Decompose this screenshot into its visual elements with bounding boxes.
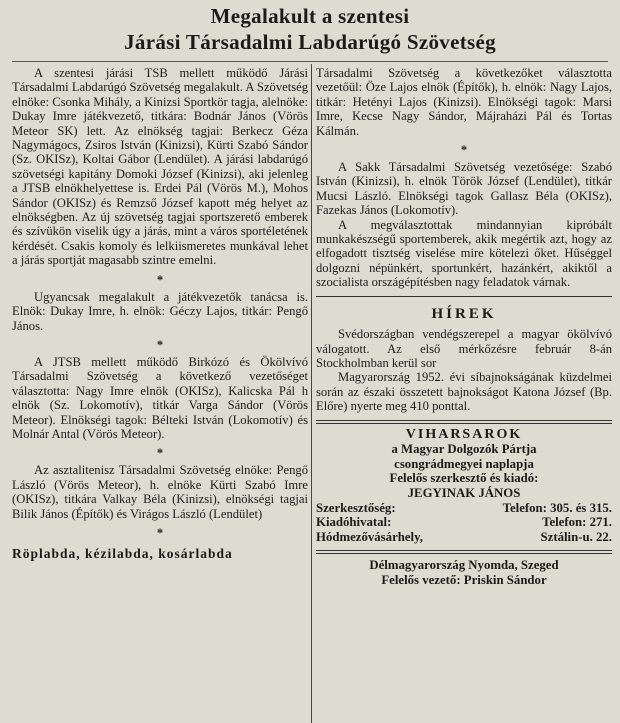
- headline-line-1: Megalakult a szentesi: [210, 4, 410, 28]
- article-chess: A Sakk Társadalmi Szövetség vezetősége: Szabó István (Kinizsi), h. elnök Török József (Lendület), titkár Mucsi László. Elnökségi tagok Gallasz Béla (OKISz), Fazekas János (Lokomotív).: [316, 160, 612, 218]
- news-item-1: Svédországban vendégszerepel a magyar ökölvívó válogatott. Az első mérkőzésre február 8-án Stockholmban kerül sor: [316, 327, 612, 370]
- imprint-sub-2: csongrádmegyei naplapja: [394, 456, 534, 471]
- article-closing: A megválasztottak mindannyian kipróbált munkakészségű sportemberek, akik megértik azt, hogy az elfogadott tisztség viselése mire kötelezi őket. Hűséggel dolgozni népünkért, sportunkért, hazánkért, akiktől a szocialista országépítésben nagy feladatok várnak.: [316, 217, 612, 290]
- section-star: *: [156, 446, 164, 461]
- label: Kiadóhivatal:: [316, 515, 392, 530]
- value: Sztálin-u. 22.: [540, 529, 612, 544]
- article-paragraph-1: A szentesi járási TSB mellett működő Járási Társadalmi Labdarúgó Szövetség megalakult. A Szövetség elnöke: Csonka Mihály, a Kinizsi Sportkör tagja, alelnöke: Dukay Imre játékvezető, titkára: Bodnár János (Vörös Meteor SK) lett. Az elnökség tagjai: Berkecz Géza Nagymágocs, Zsiros István (Kinizsi), Kürti Szabó Sándor (Sz. OKISz), Koltai Gábor (Lendület). A járási labdarúgó szövetségi kapitány Domoki József (Kinizsi), aki jelenleg a JTSB elnökhelyettese is. Erdei Pál (Vörös M.), Mohos Sándor (OKISz) és Remzső József kapott még helyet az elnökségben. Az új szövetség tagjai sportszerető emberek és szívükön viselik úgy a járás, mint a város sportéletének kérdését. Csakis komoly és lelkiismeretes munkával lehet a járás sportját magasabb szintre emelni.: [12, 66, 308, 268]
- imprint-printer: Délmagyarország Nyomda, Szeged: [369, 558, 559, 573]
- label: Hódmezővásárhely,: [316, 529, 423, 544]
- news-heading: HÍREK: [431, 305, 497, 322]
- imprint-row-publisher: [316, 515, 612, 530]
- headline-line-2: Járási Társadalmi Labdarúgó Szövetség: [124, 30, 496, 54]
- column-left: [12, 66, 308, 723]
- value: Telefon: 271.: [542, 515, 612, 530]
- section-star: *: [460, 143, 468, 158]
- section-star: *: [156, 272, 164, 287]
- news-item-2: Magyarország 1952. évi síbajnokságának küzdelmei során az északi összetett bajnokságot Katona József (Bp. Előre) nyerte meg 410 ponttal.: [316, 370, 612, 414]
- divider: [316, 550, 612, 554]
- imprint-sub-1: a Magyar Dolgozók Pártja: [391, 442, 537, 457]
- headline: [0, 0, 620, 60]
- imprint-row-editorial: [316, 501, 612, 516]
- divider: [316, 296, 612, 297]
- headline-rule: [12, 61, 608, 62]
- section-star: *: [156, 525, 164, 540]
- article-paragraph-3: A JTSB mellett működő Birkózó és Ökölvívó Társadalmi Szövetség a következő vezetőséget választotta: Nagy Imre elnök (OKISz), Kalicska Pál h elnök (Sz. Lokomotív), titkár Varga Sándor (Vörös Meteor). Elnökségi tagok: Bélteki István (Lokomotív) és Molnár Antal (Vörös Meteor).: [12, 354, 308, 441]
- imprint-responsible: Felelős szerkesztő és kiadó:: [389, 471, 539, 486]
- column-right: [316, 66, 612, 723]
- article-paragraph-2: Ugyancsak megalakult a játékvezetők tanácsa is. Elnök: Dukay Imre, h. elnök: Géczy Lajos, titkár: Pengő János.: [12, 289, 308, 333]
- imprint-row-address: [316, 530, 612, 545]
- article-paragraph-4: Az asztalitenisz Társadalmi Szövetség elnöke: Pengő László (Vörös Meteor), h. elnöke Kürti Szabó Imre (OKISz), titkára Valkay Béla (Kinizsi), elnökségi tagjai Bilik János (Építők) és Virágos László (Lendület): [12, 463, 308, 521]
- section-star: *: [156, 337, 164, 352]
- imprint-editor-name: JEGYINAK JÁNOS: [407, 485, 521, 500]
- subhead-sports: Röplabda, kézilabda, kosárlabda: [12, 545, 233, 561]
- divider: [316, 420, 612, 424]
- imprint: [316, 428, 612, 588]
- value: Telefon: 305. és 315.: [502, 500, 612, 515]
- imprint-paper-name: VIHARSAROK: [405, 426, 523, 442]
- label: Szerkesztőség:: [316, 500, 396, 515]
- column-divider: [311, 64, 312, 723]
- imprint-printer-manager: Felelős vezető: Priskin Sándor: [381, 572, 547, 587]
- article-continued: Társadalmi Szövetség a következőket választotta vezetőül: Öze Lajos elnök (Építők), h. elnök: Nagy Lajos, titkár: Hetényi Lajos (Kinizsi). Elnökségi tagok: Marsi Imre, Kecse Nagy Sándor, Májraházi Pál és Tortas Kálmán.: [316, 66, 612, 138]
